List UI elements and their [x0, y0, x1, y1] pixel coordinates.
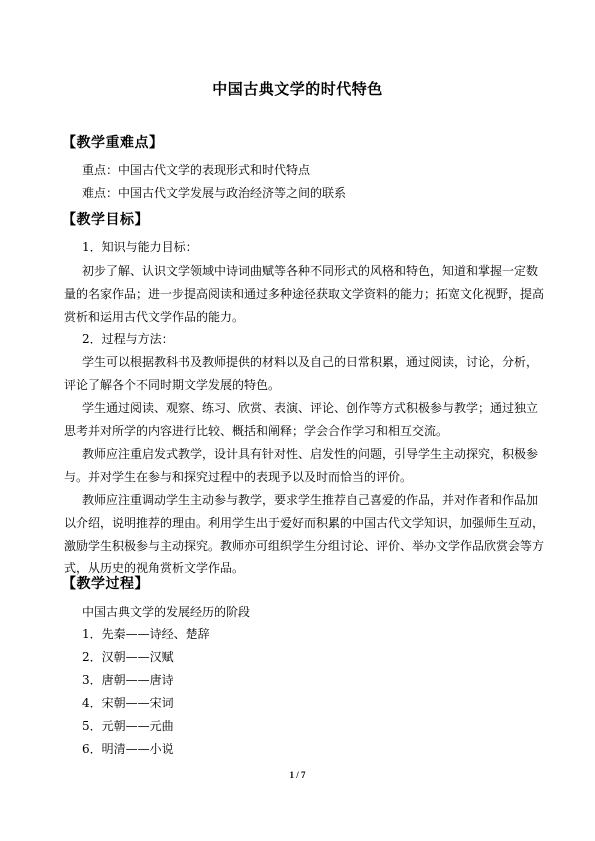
paragraph-line: 以介绍，说明推荐的理由。利用学生出于爱好而积累的中国古代文学知识，加强师生互动， — [64, 516, 545, 530]
list-item: 4．宋朝——宋词 — [82, 696, 174, 710]
list-item: 2．汉朝——汉赋 — [82, 650, 174, 664]
paragraph-line: 2．过程与方法： — [82, 332, 174, 346]
section-heading-objectives: 【教学目标】 — [62, 212, 149, 228]
paragraph-line: 式，从历史的视角赏析文学作品。 — [64, 561, 245, 575]
list-item: 6．明清——小说 — [82, 742, 174, 756]
section-heading-key-points: 【教学重难点】 — [62, 135, 164, 151]
paragraph-line: 思考并对所学的内容进行比较、概括和阐释；学会合作学习和相互交流。 — [64, 424, 449, 438]
list-item: 1．先秦——诗经、楚辞 — [82, 627, 210, 641]
paragraph-line: 与。并对学生在参与和探究过程中的表现予以及时而恰当的评价。 — [64, 470, 413, 484]
paragraph-line: 中国古典文学的发展经历的阶段 — [82, 605, 251, 619]
paragraph-line: 重点：中国古代文学的表现形式和时代特点 — [82, 163, 311, 177]
section-heading-process: 【教学过程】 — [62, 576, 149, 592]
paragraph-line: 赏析和运用古代文学作品的能力。 — [64, 310, 245, 324]
paragraph-line: 1．知识与能力目标： — [82, 240, 198, 254]
paragraph-line: 学生可以根据教科书及教师提供的材料以及自己的日常积累，通过阅读，讨论，分析， — [82, 355, 539, 369]
list-item: 3．唐朝——唐诗 — [82, 673, 174, 687]
paragraph-line: 学生通过阅读、观察、练习、欣赏、表演、评论、创作等方式积极参与教学；通过独立 — [82, 401, 539, 415]
paragraph-line: 教师应注重调动学生主动参与教学，要求学生推荐自己喜爱的作品，并对作者和作品加 — [82, 493, 539, 507]
paragraph-line: 初步了解、认识文学领域中诗词曲赋等各种不同形式的风格和特色，知道和掌握一定数 — [82, 264, 539, 278]
list-item: 5．元朝——元曲 — [82, 719, 174, 733]
paragraph-line: 教师应注重启发式教学，设计具有针对性、启发性的问题，引导学生主动探究，积极参 — [82, 447, 539, 461]
paragraph-line: 评论了解各个不同时期文学发展的特色。 — [64, 378, 281, 392]
page-number: 1 / 7 — [289, 770, 306, 780]
paragraph-line: 激励学生积极参与主动探究。教师亦可组织学生分组讨论、评价、举办文学作品欣赏会等方 — [64, 539, 545, 553]
page-title: 中国古典文学的时代特色 — [212, 80, 383, 98]
paragraph-line: 难点：中国古代文学发展与政治经济等之间的联系 — [82, 186, 347, 200]
paragraph-line: 量的名家作品；进一步提高阅读和通过多种途径获取文学资料的能力；拓宽文化视野，提高 — [64, 287, 545, 301]
